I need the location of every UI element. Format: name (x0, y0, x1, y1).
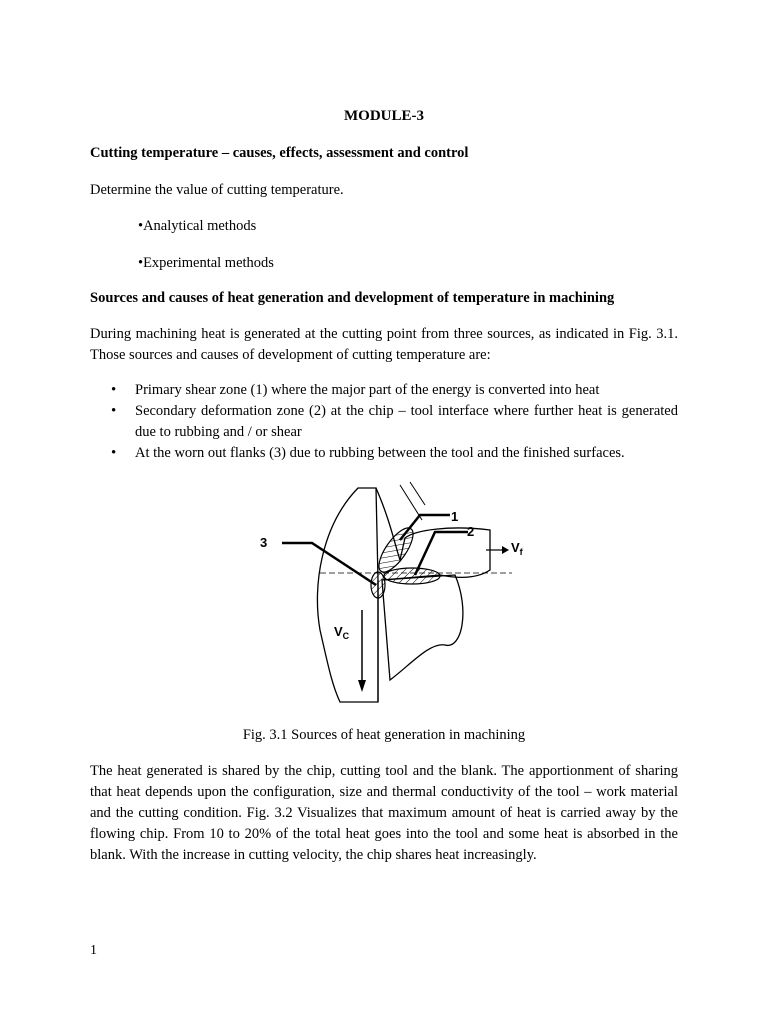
list-item: • At the worn out flanks (3) due to rubbing between the tool and the finished surfaces. (90, 443, 678, 464)
figure-label-2: 2 (467, 524, 475, 539)
page-number: 1 (90, 943, 97, 958)
module-title: MODULE-3 (344, 108, 424, 124)
section-heading-heat-sources: Sources and causes of heat generation and development of temperature in machining (90, 290, 615, 306)
figure-label-vf: $V_f$ (511, 540, 523, 557)
list-item: • Secondary deformation zone (2) at the chip – tool interface where further heat is generated due to rubbing and / or shear (90, 401, 678, 443)
secondary-deformation-zone (384, 568, 440, 584)
figure-label-1: 1 (451, 509, 459, 524)
leader-line-3 (282, 543, 376, 585)
tool-body-outline (382, 575, 463, 680)
heat-source-list (90, 380, 678, 464)
flank-zone (371, 572, 385, 598)
workpiece-outline (317, 488, 378, 702)
determine-line: Determine the value of cutting temperature. (90, 182, 344, 198)
figure-caption: Fig. 3.1 Sources of heat generation in machining (242, 727, 526, 743)
figure-label-vc: $V_C$ (334, 624, 350, 641)
vf-arrow-head (502, 546, 509, 554)
method-item-analytical: •Analytical methods (138, 218, 257, 234)
method-item-experimental: •Experimental methods (138, 255, 274, 271)
figure-label-3: 3 (260, 535, 268, 550)
closing-paragraph: The heat generated is shared by the chip, cutting tool and the blank. The apportionment of sharing that heat depends upon the configuration, size and thermal conductivity of the tool – work material and the cutting condition. Fig. 3.2 Visualizes that maximum amount of heat is carried away by the flowing chip. From 10 to 20% of the total heat goes into the tool and some heat is absorbed in the blank. With the increase in cutting velocity, the chip shares heat increasingly. (90, 763, 678, 863)
vc-arrow-head (358, 680, 366, 692)
intro-paragraph: During machining heat is generated at the cutting point from three sources, as indicated in Fig. 3.1. Those sources and causes of development of cutting temperature are: (90, 326, 678, 363)
section-heading-cutting-temperature: Cutting temperature – causes, effects, assessment and control (90, 145, 469, 161)
list-item: • Primary shear zone (1) where the major part of the energy is converted into heat (90, 380, 678, 401)
heat-generation-figure (250, 470, 540, 710)
